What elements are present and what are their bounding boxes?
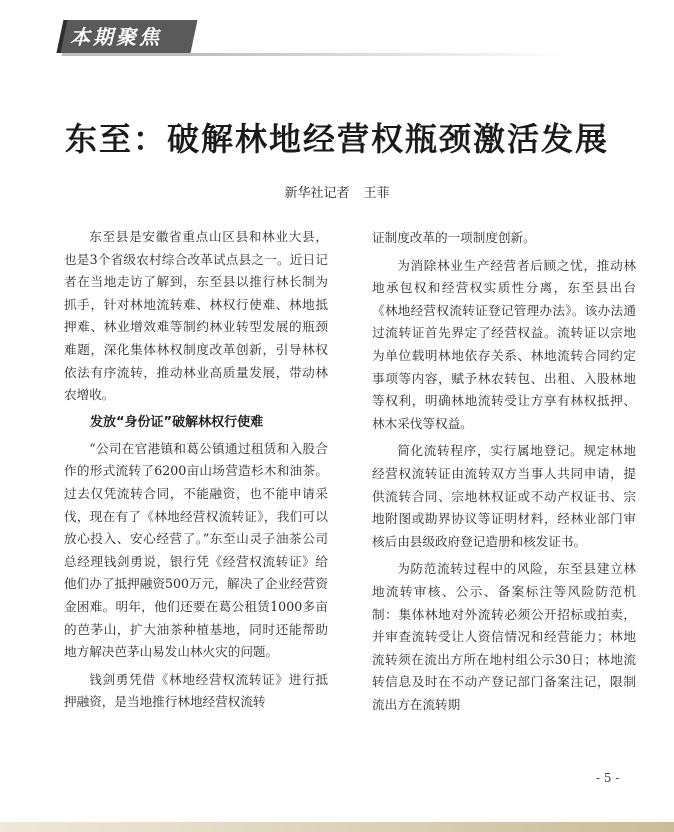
left-column — [64, 226, 328, 714]
byline — [0, 182, 674, 201]
banner-underline — [62, 53, 192, 56]
byline-author: 王菲 — [363, 186, 390, 201]
paragraph-continuation: 证制度改革的一项制度创新。 — [372, 230, 536, 245]
paragraph: 钱剑勇凭借《林地经营权流转证》进行抵押融资，是当地推行林地经营权流转 — [64, 671, 328, 710]
section-banner: 本期聚焦 — [70, 25, 162, 49]
paragraph: 为防范流转过程中的风险，东至县建立林地流转审核、公示、备案标注等风险防范机制：集体林地对外流转必须公开招标或拍卖，并审查流转受让人资信情况和经营能力；林地流转须在流出方所在地村组公示30日；林地流转信息及时在不动产登记部门备案注记，限制流出方在流转期 — [372, 561, 636, 712]
page-number: - 5 - — [596, 771, 620, 785]
section-heading: 发放“身份证”破解林权行使难 — [90, 414, 264, 430]
paragraph: 为消除林业生产经营者后顾之忧，推动林地承包权和经营权实质性分离，东至县出台《林地经营权流转证登记管理办法》。该办法通过流转证首先界定了经营权益。流转证以宗地为单位载明林地依存关系、林地流转合同约定事项等内容，赋予林农转包、出租、入股林地等权利，明确林地流转受让方享有林权抵押、林木采伐等权益。 — [372, 257, 636, 431]
banner-rule — [190, 53, 570, 56]
footer-bar — [0, 822, 674, 832]
paragraph: “公司在官港镇和葛公镇通过租赁和入股合作的形式流转了6200亩山场营造杉木和油茶。过去仅凭流转合同，不能融资，也不能申请采伐，现在有了《林地经营权流转证》，我们可以放心投入、安心经营了。”东至山灵子油茶公司总经理钱剑勇说，银行凭《经营权流转证》给他们办了抵押融资500万元，解决了企业经营资金困难。明年，他们还要在葛公租赁1000多亩的芭茅山，扩大油茶种植基地，同时还能帮助地方解决芭茅山易发山林火灾的问题。 — [64, 440, 328, 660]
paragraph: 东至县是安徽省重点山区县和林业大县，也是3个省级农村综合改革试点县之一。近日记者在当地走访了解到，东至县以推行林长制为抓手，针对林地流转难、林权行使难、林地抵押难、林业增效难等制约林业转型发展的瓶颈难题，深化集体林权制度改革创新，引导林权依法有序流转，推动林业高质量发展，带动林农增收。 — [64, 229, 328, 403]
right-column — [372, 227, 636, 716]
byline-role: 新华社记者 — [284, 186, 350, 201]
article-title: 东至：破解林地经营权瓶颈激活发展 — [64, 120, 609, 158]
paragraph: 简化流转程序，实行属地登记。规定林地经营权流转证由流转双方当事人共同申请，提供流转合同、宗地林权证或不动产权证书、宗地附图或勘界协议等证明材料，经林业部门审核后由县级政府登记造册和核发证书。 — [372, 443, 636, 549]
